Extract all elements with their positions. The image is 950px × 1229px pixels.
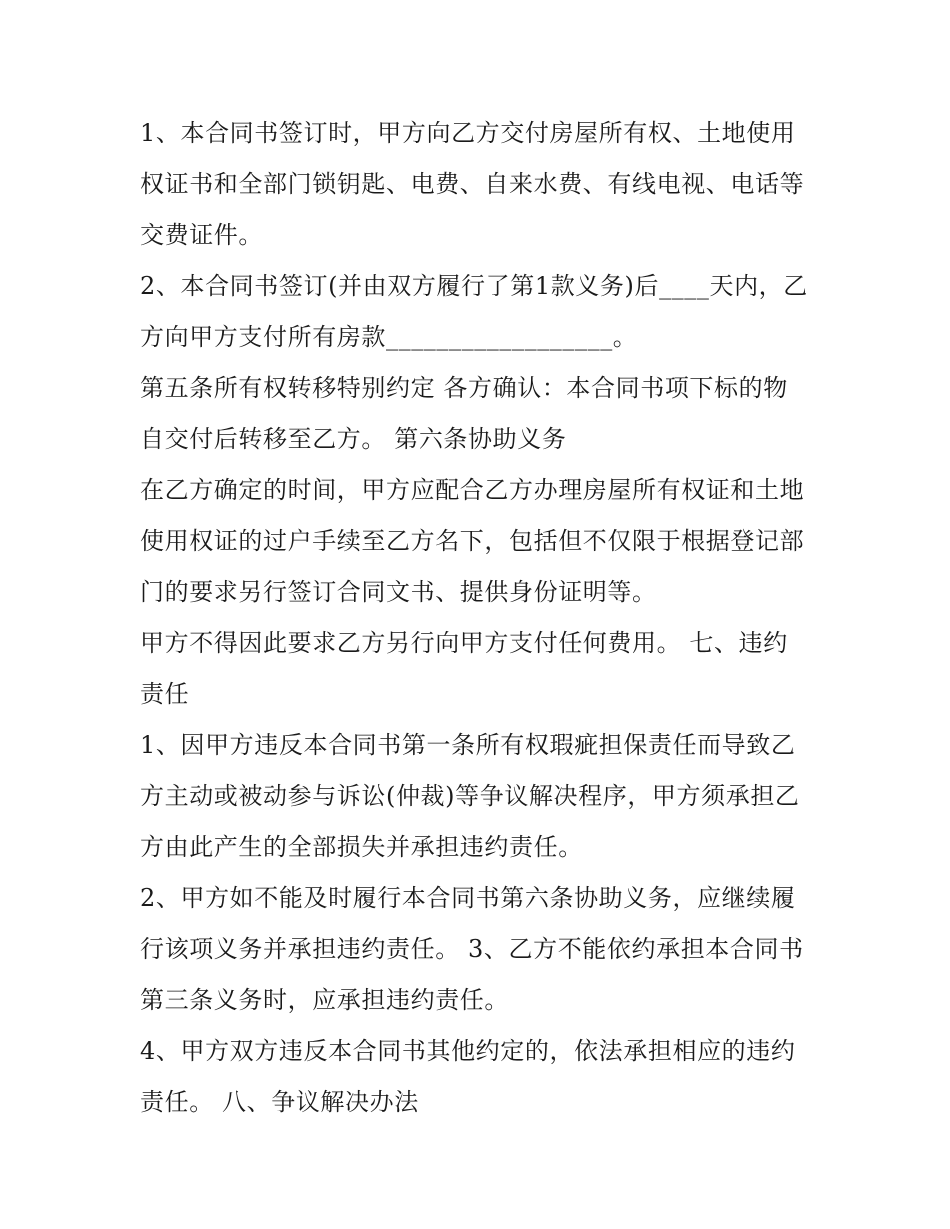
text-line: 行该项义务并承担违约责任。 3、乙方不能依约承担本合同书 xyxy=(140,935,804,963)
text-line: 方向甲方支付所有房款__________________。 xyxy=(140,323,638,351)
text-line: 2、本合同书签订(并由双方履行了第1款义务)后____天内，乙 xyxy=(140,272,808,300)
text-line: 方由此产生的全部损失并承担违约责任。 xyxy=(140,833,583,861)
text-line: 责任。 八、争议解决办法 xyxy=(140,1088,419,1116)
text-line: 第三条义务时，应承担违约责任。 xyxy=(140,986,509,1014)
text-line: 1、因甲方违反本合同书第一条所有权瑕疵担保责任而导致乙 xyxy=(140,731,796,759)
text-line: 责任 xyxy=(140,680,190,708)
text-line: 门的要求另行签订合同文书、提供身份证明等。 xyxy=(140,578,657,606)
text-line: 在乙方确定的时间，甲方应配合乙方办理房屋所有权证和土地 xyxy=(140,476,805,504)
text-line: 权证书和全部门锁钥匙、电费、自来水费、有线电视、电话等 xyxy=(140,170,805,198)
text-line: 1、本合同书签订时，甲方向乙方交付房屋所有权、土地使用 xyxy=(140,119,796,147)
text-line: 甲方不得因此要求乙方另行向甲方支付任何费用。 七、违约 xyxy=(140,629,788,657)
text-line: 第五条所有权转移特别约定 各方确认：本合同书项下标的物 xyxy=(140,374,788,402)
text-line: 交费证件。 xyxy=(140,221,263,249)
text-line: 使用权证的过户手续至乙方名下，包括但不仅限于根据登记部 xyxy=(140,527,805,555)
text-line: 方主动或被动参与诉讼(仲裁)等争议解决程序，甲方须承担乙 xyxy=(140,782,800,810)
text-line: 2、甲方如不能及时履行本合同书第六条协助义务，应继续履 xyxy=(140,884,796,912)
text-line: 4、甲方双方违反本合同书其他约定的，依法承担相应的违约 xyxy=(140,1037,796,1065)
contract-text xyxy=(140,108,820,1128)
text-line: 自交付后转移至乙方。 第六条协助义务 xyxy=(140,425,567,453)
